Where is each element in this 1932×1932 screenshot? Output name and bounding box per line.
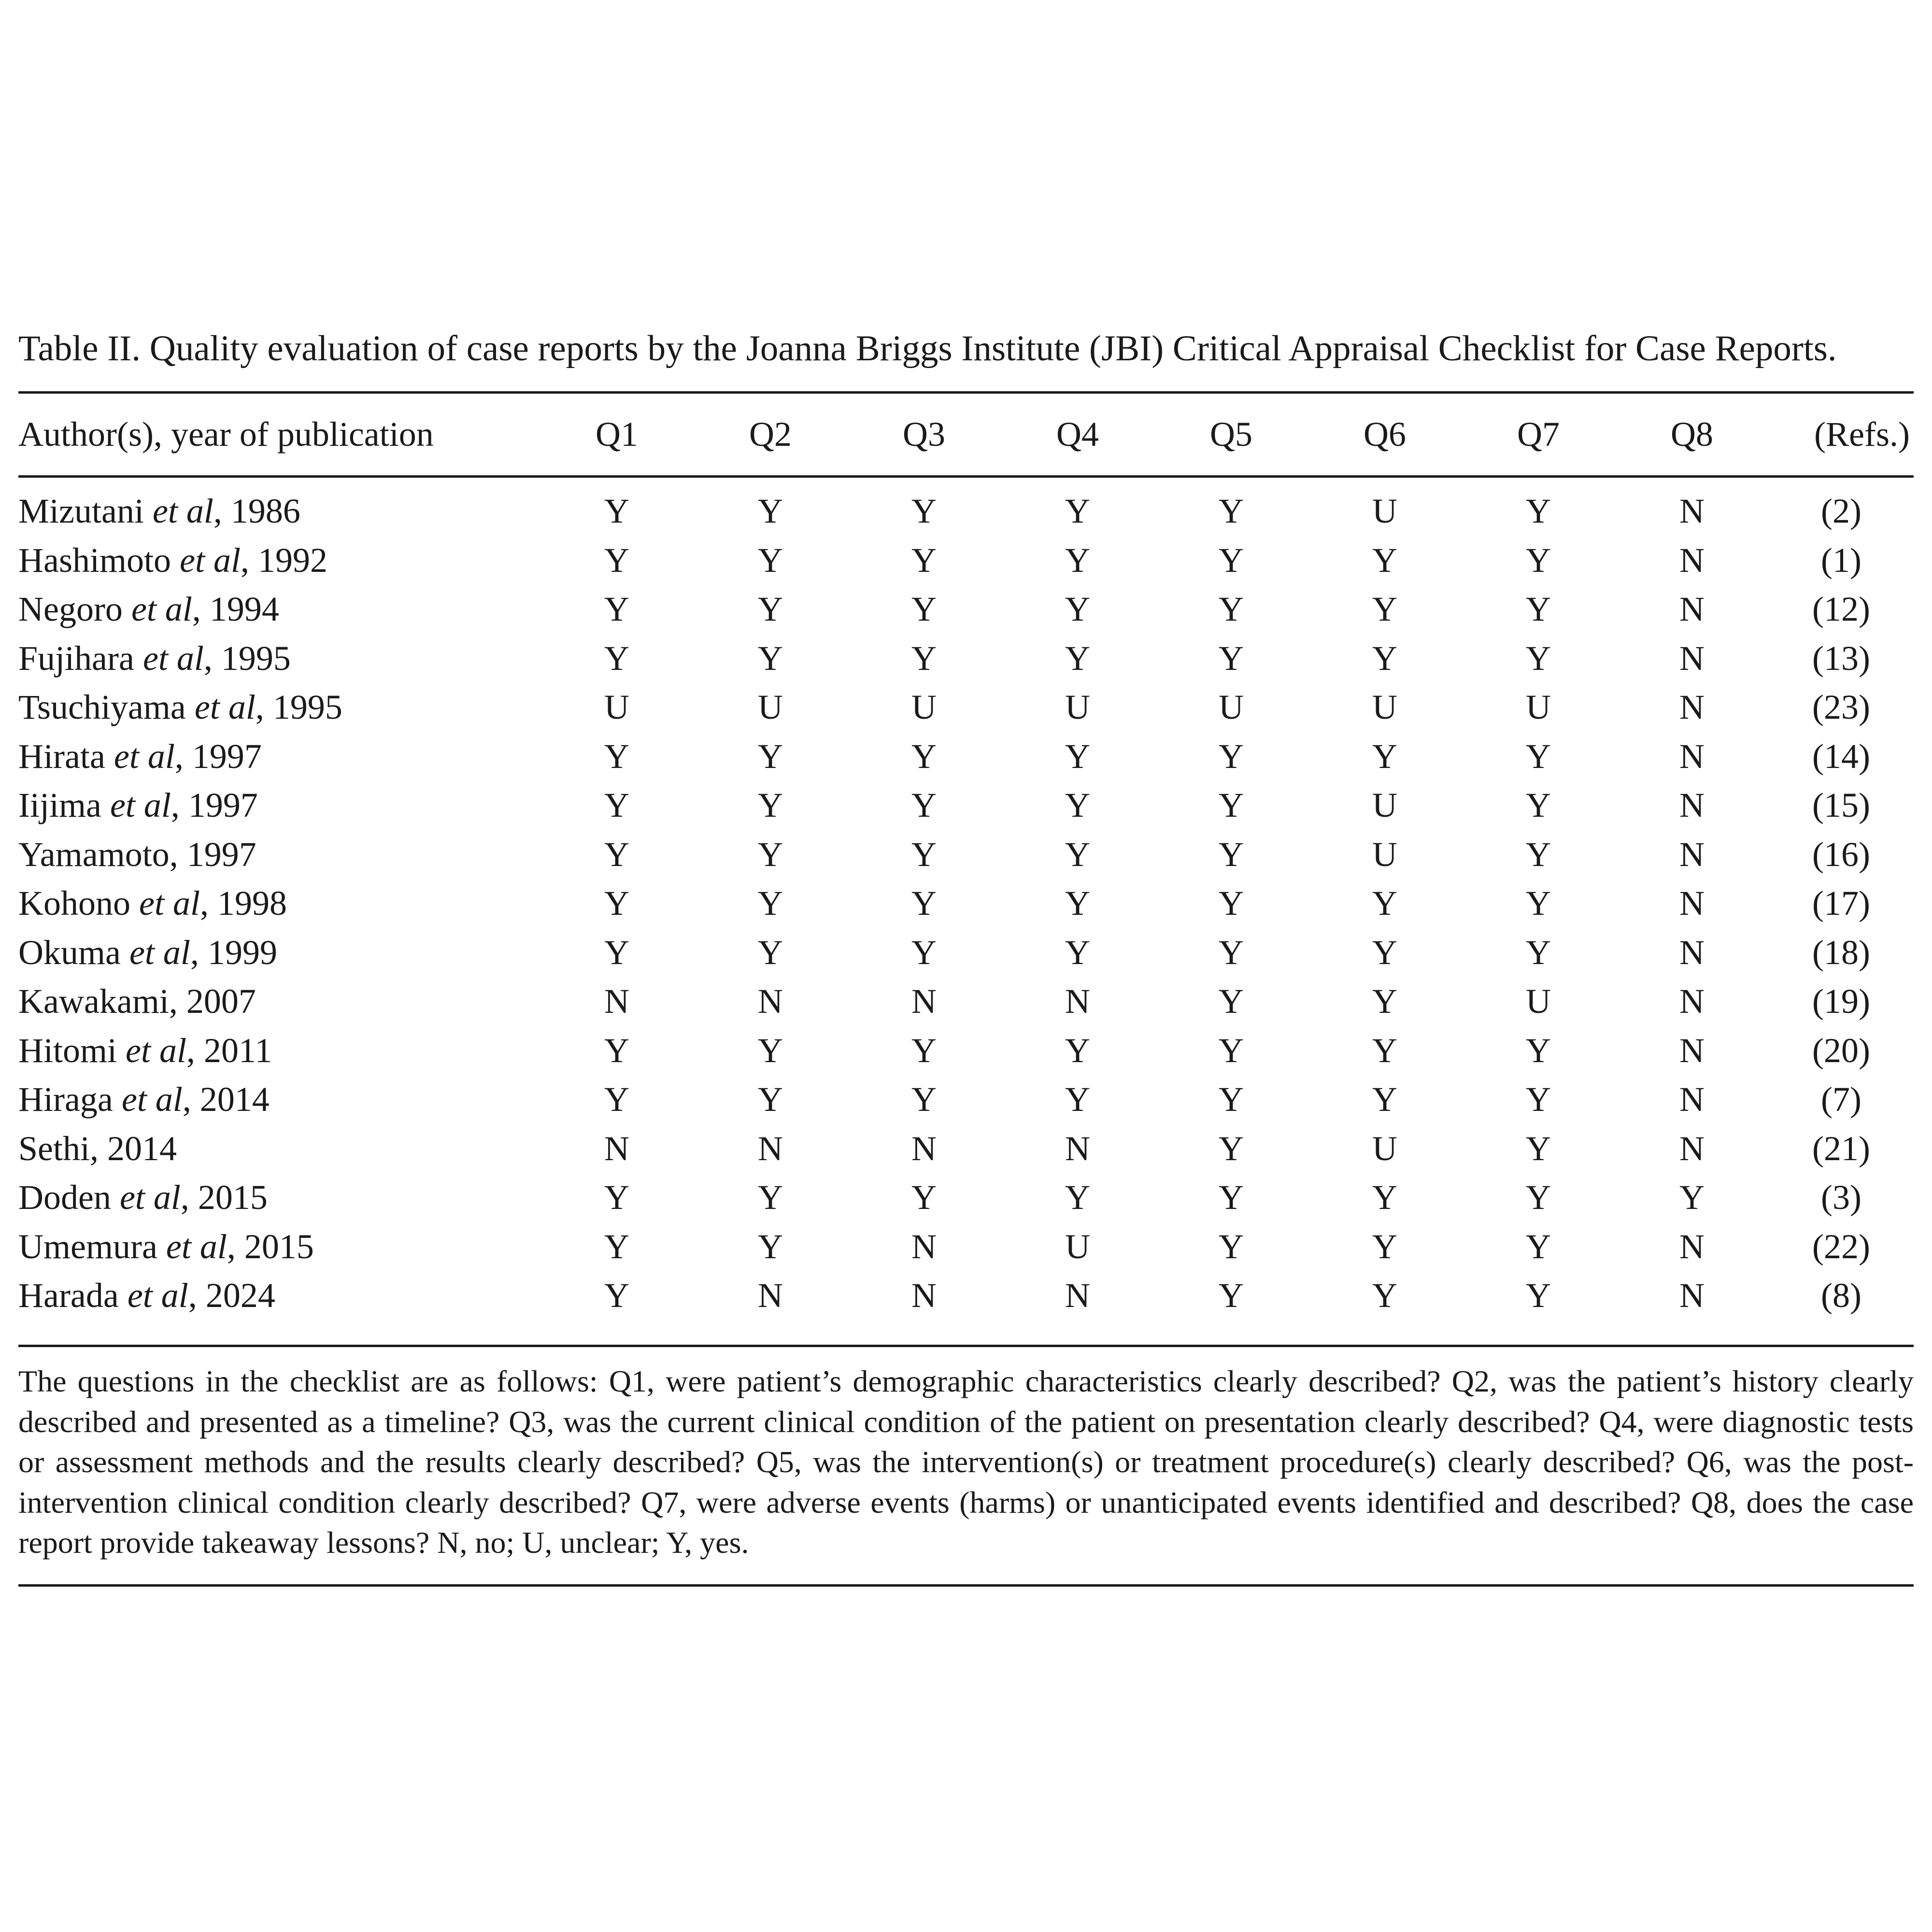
reference-number: (19) <box>1812 982 1870 1021</box>
answer-q7: Y <box>1526 492 1551 530</box>
answer-q8: N <box>1679 933 1705 972</box>
author-et-al: et al <box>194 688 256 726</box>
answer-q1: N <box>604 982 629 1021</box>
answer-q5: Y <box>1219 835 1244 874</box>
publication-year: , 2014 <box>90 1129 177 1168</box>
answer-q8: N <box>1679 1227 1705 1266</box>
answer-q1: N <box>604 1129 629 1168</box>
reference-number: (16) <box>1812 835 1870 874</box>
table-row <box>18 1173 1914 1222</box>
author-name: Mizutani <box>18 492 144 530</box>
author-et-al: et al <box>152 492 213 530</box>
author-cell <box>18 732 540 781</box>
answer-q4: Y <box>1065 1031 1090 1070</box>
jbi-quality-table <box>18 394 1914 1321</box>
answer-q7: Y <box>1526 1227 1551 1266</box>
answer-q3: N <box>911 1276 937 1315</box>
answer-q1: Y <box>604 737 629 776</box>
reference-number: (13) <box>1812 639 1870 678</box>
answer-q3: Y <box>911 835 937 874</box>
answer-q1: U <box>604 688 629 726</box>
answer-q2: Y <box>758 1227 783 1266</box>
answer-q6: Y <box>1372 982 1397 1021</box>
answer-q7: Y <box>1526 1129 1551 1168</box>
answer-q6: Y <box>1372 1031 1397 1070</box>
author-name: Okuma <box>18 933 121 972</box>
author-et-al: et al <box>114 737 175 776</box>
author-cell <box>18 585 540 634</box>
table-row <box>18 683 1914 732</box>
answer-q3: Y <box>911 1178 937 1217</box>
publication-year: , 2011 <box>186 1031 272 1070</box>
publication-year: , 2014 <box>182 1080 270 1119</box>
answer-q8: N <box>1679 835 1705 874</box>
author-name: Kawakami <box>18 982 169 1021</box>
answer-q4: Y <box>1065 835 1090 874</box>
author-cell <box>18 781 540 830</box>
answer-q8: Y <box>1679 1178 1705 1217</box>
answer-q3: Y <box>911 540 937 580</box>
header-q1: Q1 <box>596 415 638 454</box>
table-row <box>18 879 1914 928</box>
answer-q8: N <box>1679 540 1705 580</box>
answer-q1: Y <box>604 786 629 824</box>
table-row <box>18 1075 1914 1124</box>
answer-q1: Y <box>604 1080 629 1119</box>
publication-year: , 1997 <box>174 737 262 776</box>
author-cell <box>18 634 540 683</box>
publication-year: , 1986 <box>213 492 300 530</box>
answer-q6: Y <box>1372 540 1397 580</box>
answer-q8: N <box>1679 492 1705 530</box>
answer-q5: Y <box>1219 786 1244 824</box>
answer-q8: N <box>1679 590 1705 628</box>
answer-q1: Y <box>604 835 629 874</box>
table-header-row <box>18 394 1914 475</box>
answer-q3: Y <box>911 639 937 678</box>
answer-q3: N <box>911 1227 937 1266</box>
answer-q6: Y <box>1372 933 1397 972</box>
answer-q3: Y <box>911 1080 937 1119</box>
answer-q7: Y <box>1526 1276 1551 1315</box>
author-et-al: et al <box>127 1276 188 1315</box>
answer-q4: Y <box>1065 884 1090 923</box>
answer-q7: Y <box>1526 786 1551 824</box>
publication-year: , 2024 <box>188 1276 275 1315</box>
author-cell <box>18 830 540 880</box>
answer-q4: Y <box>1065 737 1090 776</box>
publication-year: , 1999 <box>190 933 277 972</box>
answer-q6: Y <box>1372 590 1397 628</box>
author-cell <box>18 487 540 536</box>
header-refs: (Refs.) <box>1814 415 1910 454</box>
answer-q2: Y <box>758 786 783 824</box>
author-cell <box>18 683 540 732</box>
answer-q2: Y <box>758 933 783 972</box>
header-q5: Q5 <box>1210 415 1252 454</box>
author-name: Harada <box>18 1276 119 1315</box>
author-name: Hashimoto <box>18 540 171 580</box>
reference-number: (21) <box>1812 1129 1870 1168</box>
answer-q5: Y <box>1219 1178 1244 1217</box>
publication-year: , 2015 <box>227 1227 314 1266</box>
answer-q3: N <box>911 982 937 1021</box>
answer-q5: U <box>1219 688 1244 726</box>
answer-q3: Y <box>911 590 937 628</box>
author-name: Kohono <box>18 884 130 923</box>
answer-q1: Y <box>604 590 629 628</box>
answer-q6: U <box>1372 835 1397 874</box>
publication-year: , 2015 <box>180 1178 268 1217</box>
answer-q4: Y <box>1065 786 1090 824</box>
publication-year: , 1995 <box>203 639 291 678</box>
answer-q5: Y <box>1219 737 1244 776</box>
author-et-al: et al <box>121 1080 183 1119</box>
author-cell <box>18 1222 540 1272</box>
answer-q1: Y <box>604 933 629 972</box>
answer-q1: Y <box>604 1031 629 1070</box>
reference-number: (15) <box>1812 786 1870 824</box>
answer-q2: Y <box>758 590 783 628</box>
author-name: Umemura <box>18 1227 157 1266</box>
author-et-al: et al <box>142 639 204 678</box>
answer-q4: Y <box>1065 933 1090 972</box>
answer-q2: Y <box>758 884 783 923</box>
answer-q7: Y <box>1526 884 1551 923</box>
answer-q6: Y <box>1372 1080 1397 1119</box>
answer-q2: N <box>758 982 783 1021</box>
table-row <box>18 585 1914 634</box>
answer-q2: N <box>758 1276 783 1315</box>
answer-q8: N <box>1679 1080 1705 1119</box>
reference-number: (8) <box>1821 1276 1861 1315</box>
author-name: Yamamoto <box>18 835 170 874</box>
author-et-al: et al <box>119 1178 181 1217</box>
answer-q8: N <box>1679 884 1705 923</box>
reference-number: (1) <box>1821 540 1861 580</box>
answer-q8: N <box>1679 688 1705 726</box>
reference-number: (18) <box>1812 933 1870 972</box>
answer-q2: Y <box>758 1031 783 1070</box>
author-name: Sethi <box>18 1129 90 1168</box>
answer-q6: Y <box>1372 1227 1397 1266</box>
author-name: Hitomi <box>18 1031 117 1070</box>
answer-q4: N <box>1065 1276 1090 1315</box>
answer-q8: N <box>1679 1031 1705 1070</box>
answer-q6: Y <box>1372 1276 1397 1315</box>
publication-year: , 1995 <box>255 688 342 726</box>
answer-q5: Y <box>1219 540 1244 580</box>
answer-q6: U <box>1372 492 1397 530</box>
answer-q3: Y <box>911 1031 937 1070</box>
table-caption: Table II. Quality evaluation of case reports by the Joanna Briggs Institute (JBI) Critical Appraisal Checklist for Case Reports. <box>18 328 1837 369</box>
header-q2: Q2 <box>749 415 792 454</box>
author-cell <box>18 879 540 928</box>
answer-q6: U <box>1372 786 1397 824</box>
author-et-al: et al <box>129 933 190 972</box>
author-name: Fujihara <box>18 639 134 678</box>
publication-year: , 1997 <box>170 786 258 824</box>
answer-q6: U <box>1372 688 1397 726</box>
author-cell <box>18 1026 540 1076</box>
answer-q5: Y <box>1219 1227 1244 1266</box>
answer-q8: N <box>1679 1129 1705 1168</box>
table-row <box>18 781 1914 830</box>
answer-q4: U <box>1065 1227 1090 1266</box>
answer-q5: Y <box>1219 1276 1244 1315</box>
answer-q2: Y <box>758 835 783 874</box>
answer-q2: Y <box>758 540 783 580</box>
table-row <box>18 1222 1914 1272</box>
publication-year: , 1992 <box>240 540 327 580</box>
answer-q5: Y <box>1219 492 1244 530</box>
author-name: Tsuchiyama <box>18 688 186 726</box>
publication-year: , 2007 <box>169 982 256 1021</box>
answer-q4: Y <box>1065 590 1090 628</box>
answer-q5: Y <box>1219 884 1244 923</box>
reference-number: (7) <box>1821 1080 1861 1119</box>
author-cell <box>18 977 540 1026</box>
answer-q1: Y <box>604 1276 629 1315</box>
author-cell <box>18 928 540 978</box>
answer-q6: Y <box>1372 639 1397 678</box>
answer-q6: U <box>1372 1129 1397 1168</box>
author-et-al: et al <box>139 884 200 923</box>
answer-q2: Y <box>758 737 783 776</box>
answer-q4: N <box>1065 982 1090 1021</box>
table-row <box>18 1026 1914 1076</box>
answer-q5: Y <box>1219 982 1244 1021</box>
answer-q7: Y <box>1526 1178 1551 1217</box>
table-row <box>18 928 1914 978</box>
answer-q7: Y <box>1526 737 1551 776</box>
answer-q7: U <box>1526 982 1551 1021</box>
table-bottom-rule <box>18 1345 1914 1347</box>
author-cell <box>18 1271 540 1321</box>
answer-q1: Y <box>604 1178 629 1217</box>
answer-q7: Y <box>1526 1080 1551 1119</box>
answer-q1: Y <box>604 1227 629 1266</box>
header-q8: Q8 <box>1671 415 1713 454</box>
reference-number: (14) <box>1812 737 1870 776</box>
author-name: Doden <box>18 1178 111 1217</box>
table-row <box>18 1124 1914 1174</box>
answer-q2: U <box>758 688 783 726</box>
table-row <box>18 536 1914 585</box>
author-cell <box>18 1173 540 1222</box>
author-et-al: et al <box>110 786 171 824</box>
answer-q4: Y <box>1065 639 1090 678</box>
answer-q2: Y <box>758 1178 783 1217</box>
answer-q6: Y <box>1372 737 1397 776</box>
answer-q3: Y <box>911 884 937 923</box>
answer-q5: Y <box>1219 1129 1244 1168</box>
answer-q4: Y <box>1065 492 1090 530</box>
answer-q7: Y <box>1526 1031 1551 1070</box>
answer-q2: N <box>758 1129 783 1168</box>
answer-q4: N <box>1065 1129 1090 1168</box>
answer-q2: Y <box>758 492 783 530</box>
header-q7: Q7 <box>1517 415 1560 454</box>
header-q4: Q4 <box>1056 415 1099 454</box>
answer-q5: Y <box>1219 1031 1244 1070</box>
reference-number: (2) <box>1821 492 1861 530</box>
author-name: Iijima <box>18 786 101 824</box>
answer-q3: Y <box>911 933 937 972</box>
answer-q2: Y <box>758 1080 783 1119</box>
reference-number: (22) <box>1812 1227 1870 1266</box>
publication-year: , 1997 <box>169 835 256 874</box>
answer-q3: N <box>911 1129 937 1168</box>
answer-q1: Y <box>604 540 629 580</box>
answer-q2: Y <box>758 639 783 678</box>
answer-q4: Y <box>1065 1178 1090 1217</box>
answer-q6: Y <box>1372 1178 1397 1217</box>
answer-q6: Y <box>1372 884 1397 923</box>
answer-q1: Y <box>604 492 629 530</box>
answer-q7: Y <box>1526 639 1551 678</box>
table-row <box>18 1271 1914 1321</box>
answer-q3: Y <box>911 786 937 824</box>
reference-number: (3) <box>1821 1178 1861 1217</box>
answer-q7: Y <box>1526 590 1551 628</box>
answer-q7: Y <box>1526 540 1551 580</box>
answer-q8: N <box>1679 982 1705 1021</box>
publication-year: , 1998 <box>199 884 287 923</box>
answer-q5: Y <box>1219 590 1244 628</box>
author-et-al: et al <box>179 540 241 580</box>
answer-q1: Y <box>604 639 629 678</box>
table-row <box>18 977 1914 1026</box>
author-et-al: et al <box>131 590 192 628</box>
table-row <box>18 487 1914 536</box>
answer-q7: Y <box>1526 933 1551 972</box>
answer-q5: Y <box>1219 1080 1244 1119</box>
answer-q7: Y <box>1526 835 1551 874</box>
answer-q8: N <box>1679 737 1705 776</box>
answer-q3: Y <box>911 737 937 776</box>
author-cell <box>18 1124 540 1174</box>
table-footnote: The questions in the checklist are as follows: Q1, were patient’s demographic characteristics clearly described? Q2, was the patient’s history clearly described and presented as a timeline? Q3, was the current clinical condition of the patient on presentation clearly described? Q4, were diagnostic tests or assessment methods and the results clearly described? Q5, was the intervention(s) or treatment procedure(s) clearly described? Q6, was the post-intervention clinical condition clearly described? Q7, were adverse events (harms) or unanticipated events identified and described? Q8, does the case report provide takeaway lessons? N, no; U, unclear; Y, yes. <box>18 1364 1914 1560</box>
answer-q3: Y <box>911 492 937 530</box>
author-et-al: et al <box>126 1031 186 1070</box>
header-author: Author(s), year of publication <box>18 415 434 454</box>
answer-q8: N <box>1679 1276 1705 1315</box>
header-q6: Q6 <box>1364 415 1406 454</box>
answer-q5: Y <box>1219 639 1244 678</box>
author-et-al: et al <box>166 1227 227 1266</box>
reference-number: (17) <box>1812 884 1870 923</box>
answer-q8: N <box>1679 786 1705 824</box>
author-name: Hirata <box>18 737 105 776</box>
author-name: Hiraga <box>18 1080 113 1119</box>
table-row <box>18 830 1914 880</box>
answer-q5: Y <box>1219 933 1244 972</box>
author-cell <box>18 536 540 585</box>
author-name: Negoro <box>18 590 123 628</box>
answer-q8: N <box>1679 639 1705 678</box>
answer-q3: U <box>911 688 937 726</box>
publication-year: , 1994 <box>192 590 279 628</box>
table-row <box>18 732 1914 781</box>
table-row <box>18 634 1914 683</box>
author-cell <box>18 1075 540 1124</box>
answer-q7: U <box>1526 688 1551 726</box>
answer-q4: Y <box>1065 1080 1090 1119</box>
answer-q1: Y <box>604 884 629 923</box>
answer-q4: U <box>1065 688 1090 726</box>
answer-q4: Y <box>1065 540 1090 580</box>
reference-number: (20) <box>1812 1031 1870 1070</box>
footnote-end-rule <box>18 1584 1914 1587</box>
reference-number: (12) <box>1812 590 1870 628</box>
reference-number: (23) <box>1812 688 1870 726</box>
header-q3: Q3 <box>903 415 945 454</box>
